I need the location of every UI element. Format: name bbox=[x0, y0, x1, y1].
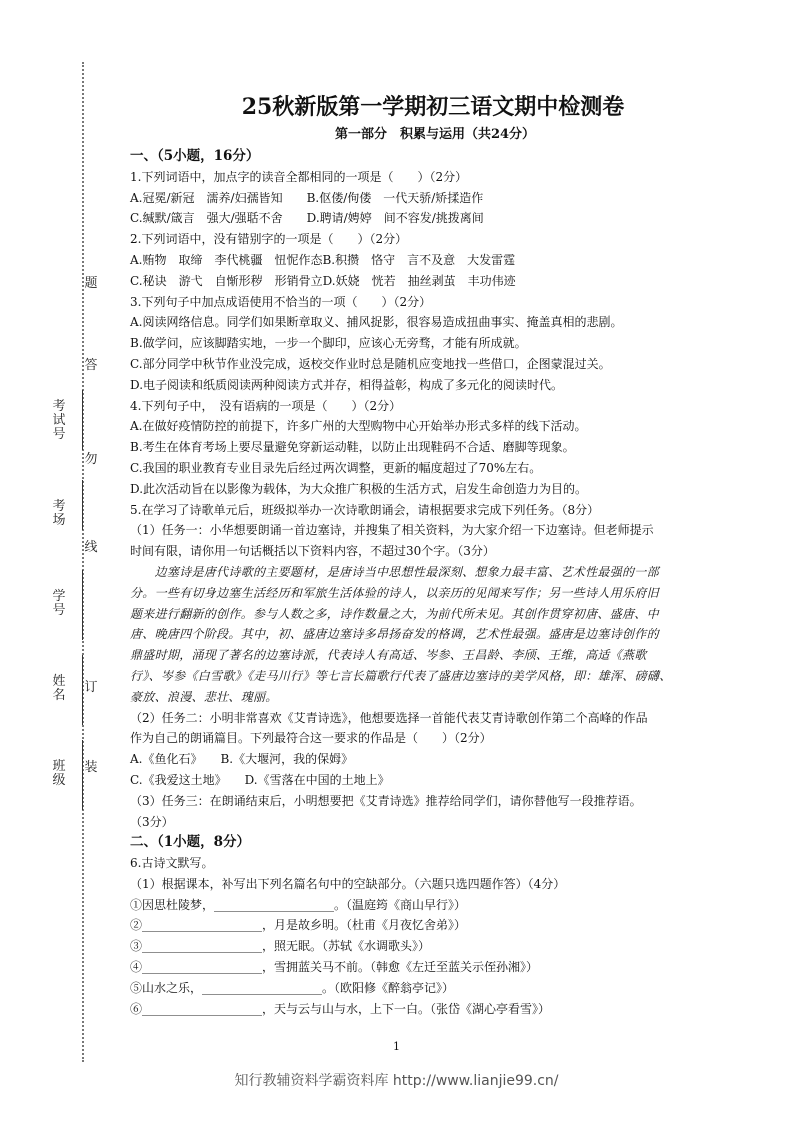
question-line: ④____________________，雪拥蓝关马不前。（韩愈《左迁至蓝关示侄孙湘》） bbox=[130, 960, 539, 975]
class-label: 班级 bbox=[52, 759, 66, 788]
binding-word: 勿 bbox=[84, 452, 98, 467]
exam-page bbox=[130, 90, 740, 1019]
question-line: 时间有限，请你用一句话概括以下资料内容，不超过30个字。（3分） bbox=[130, 544, 495, 559]
section-heading: 二、（1小题，8分） bbox=[130, 834, 251, 851]
passage-line: 边塞诗是唐代诗歌的主要题材，是唐诗当中思想性最深刻、想象力最丰富、艺术性最强的一部 bbox=[130, 564, 659, 579]
binding-word: 题 bbox=[84, 276, 98, 291]
passage-line: 题来进行翻新的创作。参与人数之多，诗作数量之大，为前代所未见。其创作贯穿初唐、盛唐、中 bbox=[130, 606, 659, 621]
question-line: D.电子阅读和纸质阅读两种阅读方式并存，相得益彰，构成了多元化的阅读时代。 bbox=[130, 377, 564, 392]
exam-number-label: 考试号 bbox=[52, 399, 66, 442]
class-blank bbox=[82, 740, 83, 810]
question-line: 6.古诗文默写。 bbox=[130, 856, 214, 871]
question-line: （2）任务二：小明非常喜欢《艾青诗选》，他想要选择一首能代表艾青诗歌创作第二个高峰的作品 bbox=[130, 710, 648, 725]
section-heading: 一、（5小题，16分） bbox=[130, 148, 260, 164]
question-line: 3.下列句子中加点成语使用不恰当的一项（ ）（2分） bbox=[130, 294, 432, 309]
student-id-blank bbox=[82, 570, 83, 640]
binding-word: 装 bbox=[84, 760, 98, 775]
page-title: 25秋新版第一学期初三语文期中检测卷 bbox=[241, 94, 625, 120]
name-blank bbox=[82, 655, 83, 725]
student-id-label: 学号 bbox=[52, 589, 66, 618]
question-line: C.《我爱这土地》 D.《雪落在中国的土地上》 bbox=[130, 772, 390, 787]
question-line: A.冠冕/新冠 濡养/妇孺皆知 B.伛偻/佝偻 一代天骄/矫揉造作 bbox=[130, 190, 484, 205]
passage-line: 分。一些有切身边塞生活经历和军旅生活体验的诗人，以亲历的见闻来写作；另一些诗人用乐府旧 bbox=[130, 585, 659, 600]
question-line: C.缄默/箴言 强大/强聒不舍 D.聘请/娉婷 间不容发/挑拨离间 bbox=[130, 211, 484, 226]
question-line: B.做学问，应该脚踏实地，一步一个脚印，应该心无旁骛，才能有所成就。 bbox=[130, 336, 527, 351]
binding-word: 线 bbox=[84, 540, 98, 555]
question-line: B.考生在体育考场上要尽量避免穿新运动鞋，以防止出现鞋码不合适、磨脚等现象。 bbox=[130, 440, 575, 455]
question-line: A.阅读网络信息。同学们如果断章取义、捕风捉影，很容易造成扭曲事实、掩盖真相的悲剧。 bbox=[130, 315, 623, 330]
question-line: （3）任务三：在朗诵结束后，小明想要把《艾青诗选》推荐给同学们，请你替他写一段推荐语。 bbox=[130, 793, 642, 808]
passage-line: 鼎盛时期，涌现了著名的边塞诗派，代表诗人有高适、岑参、王昌龄、李颀、王维，高适《燕歌 bbox=[130, 648, 647, 663]
passage-line: 唐、晚唐四个阶段。其中，初、盛唐边塞诗多昂扬奋发的格调，艺术性最强。盛唐是边塞诗创作的 bbox=[130, 627, 659, 642]
part-subtitle: 第一部分 积累与运用（共24分） bbox=[334, 127, 536, 142]
question-line: ①因思杜陵梦，____________________。（温庭筠《商山早行》） bbox=[130, 897, 467, 912]
question-line: 4.下列句子中， 没有语病的一项是（ ）（2分） bbox=[130, 398, 402, 413]
question-line: A.《鱼化石》 B.《大堰河，我的保姆》 bbox=[130, 752, 354, 767]
passage-line: 豪放、浪漫、悲壮、瑰丽。 bbox=[130, 689, 278, 704]
question-line: A.在做好疫情防控的前提下，许多广州的大型购物中心开始举办形式多样的线下活动。 bbox=[130, 419, 587, 434]
exam-content bbox=[130, 146, 740, 1019]
question-line: 5.在学习了诗歌单元后，班级拟举办一次诗歌朗诵会，请根据要求完成下列任务。（8分） bbox=[130, 502, 600, 517]
name-label: 姓名 bbox=[52, 674, 66, 703]
question-line: ⑥____________________，天与云与山与水，上下一白。（张岱《湖心亭看雪》） bbox=[130, 1001, 551, 1016]
question-line: C.部分同学中秋节作业没完成，返校交作业时总是随机应变地找一些借口，企图蒙混过关。 bbox=[130, 356, 611, 371]
page-number: 1 bbox=[393, 1040, 400, 1053]
binding-margin bbox=[50, 100, 106, 920]
question-line: （3分） bbox=[130, 814, 174, 829]
question-line: ②____________________，月是故乡明。（杜甫《月夜忆舍弟》） bbox=[130, 918, 467, 933]
question-line: 作为自己的朗诵篇目。下列最符合这一要求的作品是（ ）（2分） bbox=[130, 731, 492, 746]
exam-room-blank bbox=[82, 480, 83, 530]
question-line: D.此次活动旨在以影像为载体，为大众推广积极的生活方式，启发生命创造力为目的。 bbox=[130, 481, 588, 496]
binding-word: 答 bbox=[84, 358, 98, 373]
passage-line: 行》、岑参《白雪歌》《走马川行》等七言长篇歌行代表了盛唐边塞诗的美学风格，即：雄浑、磅礴、 bbox=[130, 668, 672, 683]
binding-word: 订 bbox=[84, 680, 98, 695]
question-line: A.贿物 取缔 李代桃疆 忸怩作态B.积攒 恪守 言不及意 大发雷霆 bbox=[130, 252, 516, 267]
question-line: （1）任务一：小华想要朗诵一首边塞诗，并搜集了相关资料，为大家介绍一下边塞诗。但老师提示 bbox=[130, 523, 654, 538]
watermark: 知行教辅资料学霸资料库 http://www.lianjie99.cn/ bbox=[234, 1073, 559, 1089]
question-line: C.我国的职业教育专业目录先后经过两次调整，更新的幅度超过了70%左右。 bbox=[130, 460, 542, 475]
question-line: （1）根据课本，补写出下列名篇名句中的空缺部分。（六题只选四题作答）（4分） bbox=[130, 876, 566, 891]
question-line: 1.下列词语中，加点字的读音全都相同的一项是（ ）（2分） bbox=[130, 169, 468, 184]
question-line: ③____________________，照无眠。（苏轼《水调歌头》） bbox=[130, 939, 431, 954]
exam-room-label: 考场 bbox=[52, 499, 66, 528]
question-line: ⑤山水之乐，____________________。（欧阳修《醉翁亭记》） bbox=[130, 980, 455, 995]
exam-number-blank bbox=[82, 390, 83, 450]
question-line: C.秘诀 游弋 自惭形秽 形销骨立D.妖娆 恍若 抽丝剥茧 丰功伟迹 bbox=[130, 273, 516, 288]
question-line: 2.下列词语中，没有错别字的一项是（ ）（2分） bbox=[130, 232, 408, 247]
